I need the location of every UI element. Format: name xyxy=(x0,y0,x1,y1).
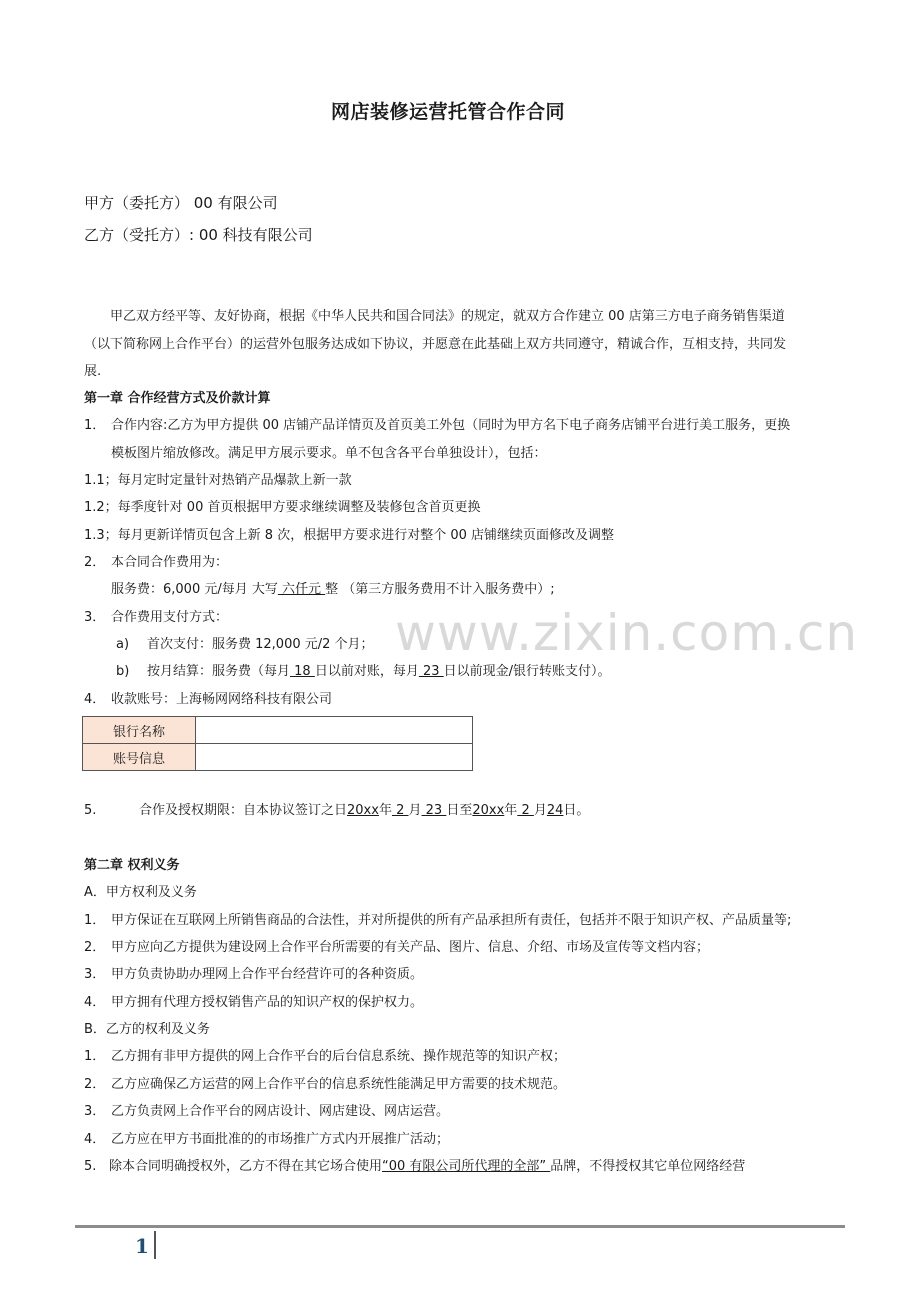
party-b-duty: 乙方应确保乙方运营的网上合作平台的信息系统性能满足甲方需要的技术规范。 xyxy=(111,1077,567,1092)
party-b: 乙方（受托方）: 00 科技有限公司 xyxy=(84,226,313,244)
item-number: 3． xyxy=(84,1104,106,1119)
item-number: 1． xyxy=(84,1049,106,1064)
item-number: 5. xyxy=(84,803,97,818)
party-a-duty: 甲方保证在互联网上所销售商品的合法性，并对所提供的所有产品承担所有责任，包括并不限于知识产权、产品质量等; xyxy=(111,913,792,928)
term-part: 年 xyxy=(504,803,518,818)
party-a: 甲方（委托方） 00 有限公司 xyxy=(84,194,278,212)
item-number: 3． xyxy=(84,967,106,982)
page-number-separator xyxy=(154,1231,156,1259)
table-row xyxy=(83,717,473,744)
item-number: 3． xyxy=(84,610,106,625)
watermark: www.zixin.com.cn xyxy=(395,604,859,662)
term-text xyxy=(139,803,589,819)
end-year: 20xx xyxy=(472,803,505,818)
service-fee-line xyxy=(111,582,555,598)
payment-b-part: 按月结算：服务费（每月 xyxy=(147,664,291,679)
term-part: 日至 xyxy=(446,803,473,818)
preamble-line: 甲乙双方经平等、友好协商，根据《中华人民共和国合同法》的规定，就双方合作建立 00 店第三方电子商务销售渠道 xyxy=(110,309,785,324)
fee-prefix: 服务费：6,000 元/每月 大写 xyxy=(111,582,278,597)
start-month: 2 xyxy=(391,803,409,818)
end-month: 2 xyxy=(517,803,534,818)
duty-part: 品牌，不得授权其它单位网络经营 xyxy=(550,1159,746,1174)
start-year: 20xx xyxy=(347,803,379,818)
bank-name-value xyxy=(196,717,473,744)
item-3-text: 合作费用支付方式： xyxy=(111,610,229,625)
table-row xyxy=(83,744,473,771)
payment-b-text xyxy=(147,664,611,680)
term-part: 合作及授权期限：自本协议签订之日 xyxy=(139,803,348,818)
payment-b-part: 日以前对账，每月 xyxy=(314,664,419,679)
item-1-text: 合作内容:乙方为甲方提供 00 店铺产品详情页及首页美工外包（同时为甲方名下电子商务店铺平台进行美工服务，更换 xyxy=(111,418,791,433)
start-day: 23 xyxy=(421,803,447,818)
term-part: 月 xyxy=(408,803,422,818)
brand-scope: “00 有限公司所代理的全部” xyxy=(382,1159,551,1174)
payment-day: 23 xyxy=(418,664,444,679)
party-a-duty: 甲方负责协助办理网上合作平台经营许可的各种资质。 xyxy=(111,967,424,982)
party-a-duty: 甲方应向乙方提供为建设网上合作平台所需要的有关产品、图片、信息、介绍、市场及宣传等文档内容； xyxy=(111,940,710,955)
party-b-duty: 乙方应在甲方书面批准的的市场推广方式内开展推广活动； xyxy=(111,1132,450,1147)
section-b-heading: B．乙方的权利及义务 xyxy=(84,1022,210,1037)
payment-a-label: a) xyxy=(116,637,130,652)
account-info-value xyxy=(196,744,473,771)
party-b-duty-5 xyxy=(109,1159,745,1175)
term-part: 日。 xyxy=(563,803,590,818)
reconcile-day: 18 xyxy=(290,664,315,679)
bank-info-table xyxy=(82,716,473,771)
footer-divider xyxy=(75,1225,845,1228)
item-number: 2． xyxy=(84,940,106,955)
item-number: 2． xyxy=(84,555,106,570)
term-part: 年 xyxy=(378,803,392,818)
bank-name-label: 银行名称 xyxy=(83,717,196,744)
chapter-1-heading: 第一章 合作经营方式及价款计算 xyxy=(84,391,271,406)
item-2-text: 本合同合作费用为： xyxy=(111,555,229,570)
chapter-2-heading: 第二章 权利义务 xyxy=(84,858,180,873)
item-number: 1． xyxy=(84,418,106,433)
item-number: 1． xyxy=(84,913,106,928)
fee-amount-words: 六仟元 xyxy=(277,582,326,597)
preamble-line: 展. xyxy=(84,364,102,379)
item-4-text: 收款账号：上海畅网网络科技有限公司 xyxy=(111,692,333,707)
item-number: 2． xyxy=(84,1077,106,1092)
account-info-label: 账号信息 xyxy=(83,744,196,771)
party-b-duty: 乙方负责网上合作平台的网店设计、网店建设、网店运营。 xyxy=(111,1104,450,1119)
duty-part: 除本合同明确授权外，乙方不得在其它场合使用 xyxy=(109,1159,383,1174)
item-number: 5. xyxy=(84,1159,97,1174)
item-number: 4． xyxy=(84,692,106,707)
sub-item-1-1: 1.1；每月定时定量针对热销产品爆款上新一款 xyxy=(84,473,352,488)
party-a-duty: 甲方拥有代理方授权销售产品的知识产权的保护权力。 xyxy=(111,995,424,1010)
end-day: 24 xyxy=(546,803,564,818)
item-1-text-cont: 模板图片缩放修改。满足甲方展示要求。单不包含各平台单独设计），包括： xyxy=(111,446,547,461)
page-number: 1 xyxy=(135,1234,149,1258)
preamble-line: （以下简称网上合作平台）的运营外包服务达成如下协议，并愿意在此基础上双方共同遵守，精诚合作，互相支持，共同发 xyxy=(84,337,787,352)
payment-b-part: 日以前现金/银行转账支付）。 xyxy=(443,664,611,679)
sub-item-1-3: 1.3；每月更新详情页包含上新 8 次，根据甲方要求进行对整个 00 店铺继续页面修改及调整 xyxy=(84,528,615,543)
section-a-heading: A．甲方权利及义务 xyxy=(84,885,197,900)
fee-suffix: 整 （第三方服务费用不计入服务费中）; xyxy=(325,582,555,597)
party-b-duty: 乙方拥有非甲方提供的网上合作平台的后台信息系统、操作规范等的知识产权； xyxy=(111,1049,567,1064)
payment-a-text: 首次支付：服务费 12,000 元/2 个月； xyxy=(147,637,374,652)
sub-item-1-2: 1.2；每季度针对 00 首页根据甲方要求继续调整及装修包含首页更换 xyxy=(84,500,481,515)
document-title: 网店装修运营托管合作合同 xyxy=(331,101,566,123)
item-number: 4． xyxy=(84,995,106,1010)
item-number: 4． xyxy=(84,1132,106,1147)
term-part: 月 xyxy=(533,803,547,818)
payment-b-label: b) xyxy=(116,664,130,679)
